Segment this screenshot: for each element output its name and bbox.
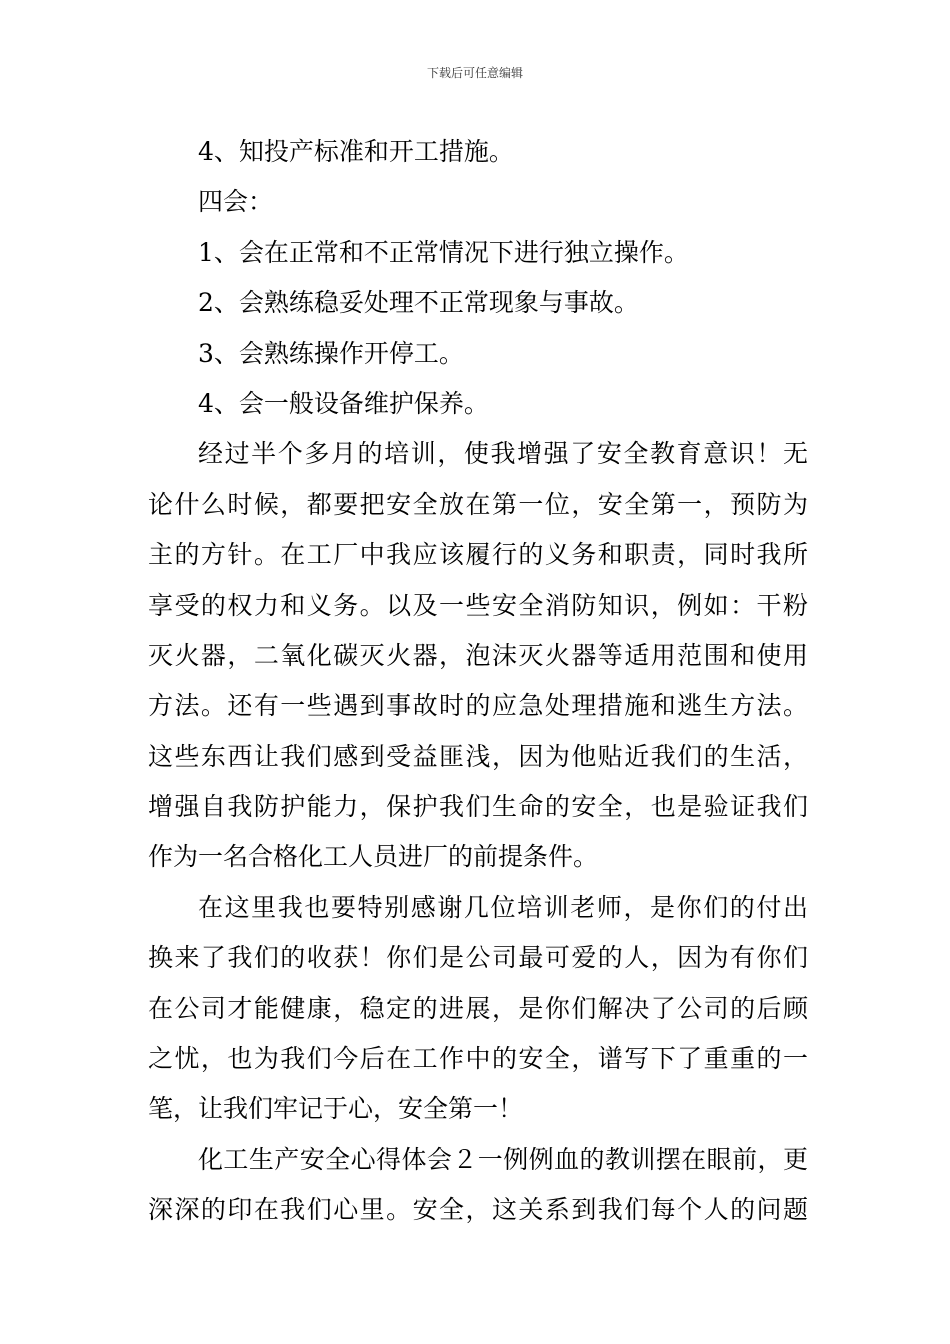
paragraph-line: 方法。还有一些遇到事故时的应急处理措施和逃生方法。 [148,691,808,721]
paragraph-line: 在公司才能健康，稳定的进展，是你们解决了公司的后顾 [148,993,808,1023]
paragraph-line: 深深的印在我们心里。安全，这关系到我们每个人的问题 [148,1195,808,1225]
paragraph-line: 灭火器，二氧化碳灭火器，泡沫灭火器等适用范围和使用 [148,640,808,670]
paragraph-line: 享受的权力和义务。以及一些安全消防知识，例如：干粉 [148,590,808,620]
list-section [148,127,808,429]
paragraph-line: 之忧，也为我们今后在工作中的安全，谱写下了重重的一 [148,1044,808,1074]
document-body [148,127,808,1236]
list-heading: 四会： [198,187,274,217]
list-item: 4、会一般设备维护保养。 [198,388,489,418]
paragraph-line: 笔，让我们牢记于心，安全第一！ [148,1094,524,1124]
list-item: 4、知投产标准和开工措施。 [198,137,514,166]
list-item: 1、会在正常和不正常情况下进行独立操作。 [198,237,689,267]
header-note: 下载后可任意编辑 [426,66,523,80]
paragraph-line: 化工生产安全心得体会２一例例血的教训摆在眼前，更 [198,1144,808,1174]
paragraph-line: 增强自我防护能力，保护我们生命的安全，也是验证我们 [148,792,808,822]
paragraph-line: 论什么时候，都要把安全放在第一位，安全第一，预防为 [148,489,808,519]
paragraph-line: 经过半个多月的培训，使我增强了安全教育意识！无 [198,439,808,469]
paragraph-training [148,429,808,883]
list-item: 3、会熟练操作开停工。 [198,338,464,368]
paragraph-line: 作为一名合格化工人员进厂的前提条件。 [148,842,599,872]
paragraph-line: 在这里我也要特别感谢几位培训老师，是你们的付出 [198,892,808,922]
paragraph-thanks [148,883,808,1135]
paragraph-line: 这些东西让我们感到受益匪浅，因为他贴近我们的生活， [148,741,808,771]
paragraph-line: 换来了我们的收获！你们是公司最可爱的人，因为有你们 [148,943,808,973]
paragraph-line: 主的方针。在工厂中我应该履行的义务和职责，同时我所 [148,540,808,570]
paragraph-part-two [148,1135,808,1236]
list-item: 2、会熟练稳妥处理不正常现象与事故。 [198,288,639,318]
